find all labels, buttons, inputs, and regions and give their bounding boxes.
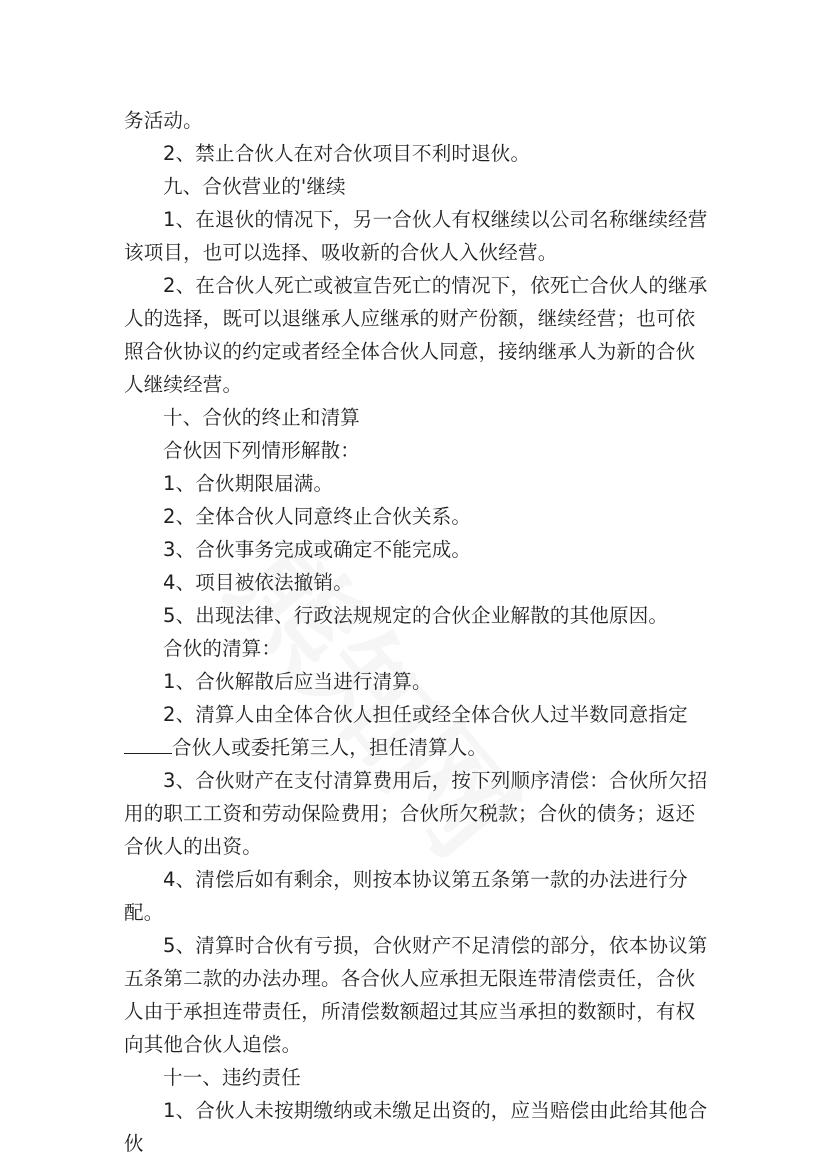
paragraph-text: 九、合伙营业的'继续 [163, 175, 346, 198]
paragraph-text: 5、出现法律、行政法规规定的合伙企业解散的其他原因。 [163, 604, 669, 627]
paragraph [124, 104, 714, 137]
paragraph [124, 929, 714, 1061]
paragraph [124, 632, 714, 665]
paragraph-text: 5、清算时合伙有亏损，合伙财产不足清偿的部分，依本协议第五条第二款的办法办理。各合伙人应承担无限连带清偿责任，合伙人由于承担连带责任，所清偿数额超过其应当承担的数额时，有权向其他合伙人追偿。 [124, 934, 708, 1056]
paragraph [124, 203, 714, 269]
paragraph [124, 566, 714, 599]
paragraph-text: 2、清算人由全体合伙人担任或经全体合伙人过半数同意指定 [163, 703, 688, 726]
paragraph-text: 2、在合伙人死亡或被宣告死亡的情况下，依死亡合伙人的继承人的选择，既可以退继承人应继承的财产份额，继续经营；也可依照合伙协议的约定或者经全体合伙人同意，接纳继承人为新的合伙人继续经营。 [124, 274, 708, 396]
paragraph-text: 1、合伙解散后应当进行清算。 [163, 670, 432, 693]
fill-in-blank [124, 735, 172, 754]
paragraph-text: 1、合伙期限届满。 [163, 472, 334, 495]
paragraph [124, 137, 714, 170]
paragraph [124, 665, 714, 698]
document-body [124, 104, 714, 1160]
paragraph [124, 401, 714, 434]
paragraph [124, 1094, 714, 1160]
paragraph [124, 698, 714, 764]
paragraph-text: 3、合伙事务完成或确定不能完成。 [163, 538, 472, 561]
paragraph [124, 764, 714, 863]
paragraph [124, 170, 714, 203]
paragraph-text: 十、合伙的终止和清算 [163, 406, 361, 429]
paragraph-text: 合伙的清算： [163, 637, 282, 660]
paragraph-text: 1、合伙人未按期缴纳或未缴足出资的，应当赔偿由此给其他合伙 [124, 1099, 708, 1155]
paragraph [124, 533, 714, 566]
paragraph [124, 269, 714, 401]
paragraph-text: 1、在退伙的情况下，另一合伙人有权继续以公司名称继续经营该项目，也可以选择、吸收新的合伙人入伙经营。 [124, 208, 708, 264]
paragraph-text: 合伙因下列情形解散： [163, 439, 361, 462]
paragraph-text: 2、全体合伙人同意终止合伙关系。 [163, 505, 472, 528]
paragraph-text: 务活动。 [124, 109, 203, 132]
paragraph [124, 434, 714, 467]
paragraph [124, 500, 714, 533]
paragraph-text-after-blank: 合伙人或委托第三人，担任清算人。 [172, 736, 488, 759]
paragraph [124, 1061, 714, 1094]
paragraph-text: 4、清偿后如有剩余，则按本协议第五条第一款的办法进行分配。 [124, 868, 688, 924]
paragraph [124, 863, 714, 929]
paragraph [124, 467, 714, 500]
paragraph-text: 4、项目被依法撤销。 [163, 571, 353, 594]
paragraph-text: 十一、违约责任 [163, 1066, 301, 1089]
paragraph-text: 2、禁止合伙人在对合伙项目不利时退伙。 [163, 142, 531, 165]
paragraph-text: 3、合伙财产在支付清算费用后，按下列顺序清偿：合伙所欠招用的职工工资和劳动保险费用；合伙所欠税款；合伙的债务；返还合伙人的出资。 [124, 769, 708, 858]
paragraph [124, 599, 714, 632]
